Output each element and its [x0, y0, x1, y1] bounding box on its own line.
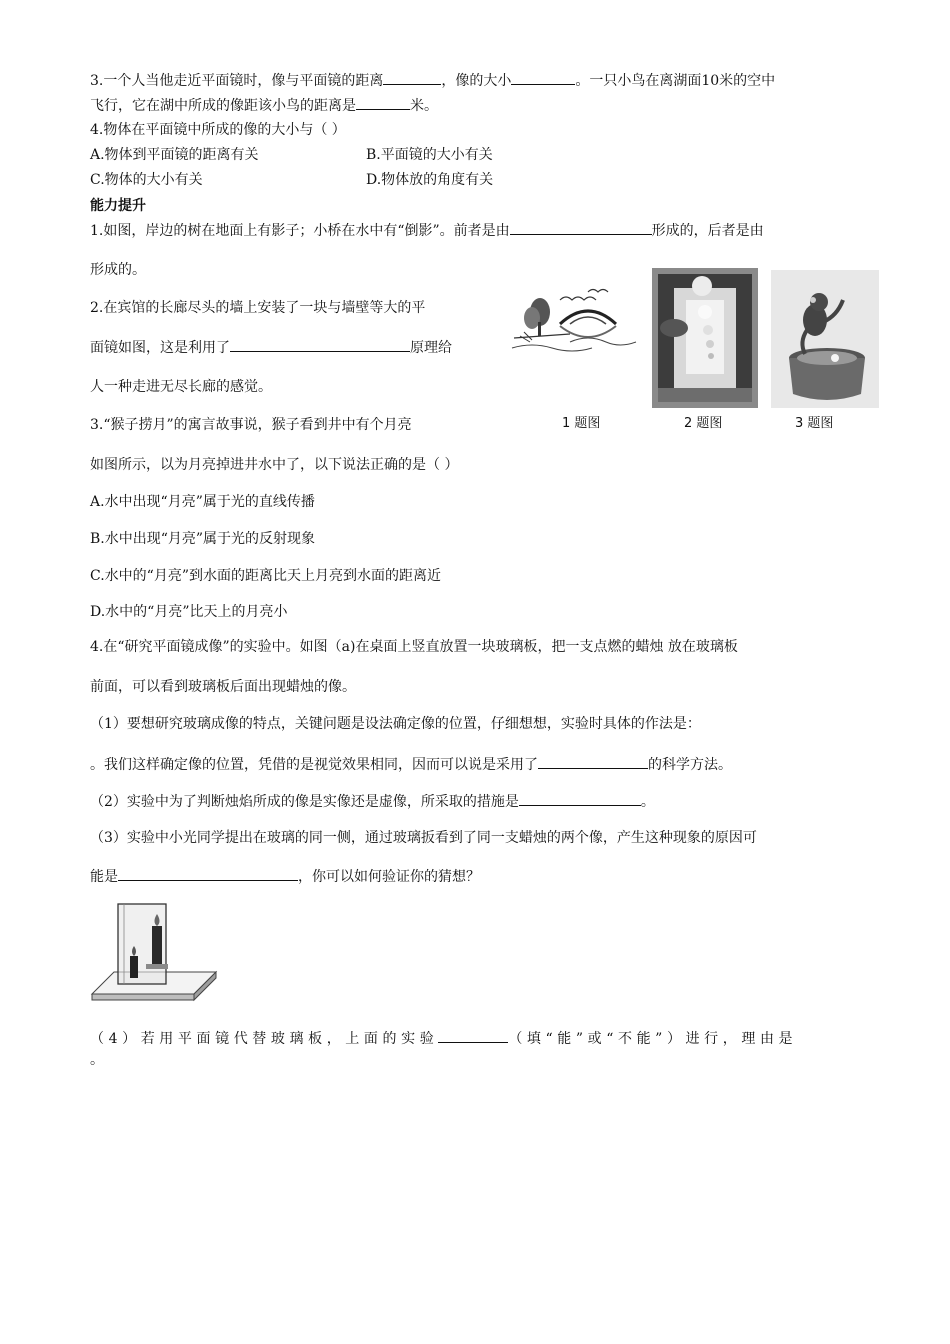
- ability-q3-line-1: 3.“猴子捞月”的寓言故事说，猴子看到井中有个月亮: [90, 417, 412, 433]
- text: 3.一个人当他走近平面镜时，像与平面镜的距离: [90, 73, 384, 89]
- ability-q2-line-3: 人一种走进无尽长廊的感觉。: [90, 379, 272, 395]
- ability-q3-option-a: A.水中出现“月亮”属于光的直线传播: [90, 494, 315, 510]
- text: 原理给: [410, 340, 452, 356]
- option-a: A.物体到平面镜的距离有关: [90, 147, 259, 163]
- text: （填“能”或“不能”）进行，理由是: [508, 1031, 798, 1047]
- figure-2-caption: 2 题图: [684, 416, 723, 431]
- ability-q1-line-2: 形成的。: [90, 262, 146, 278]
- text: 能是: [90, 869, 118, 885]
- text: 。一只小鸟在离湖面10米的空中: [575, 73, 776, 89]
- ability-q4-line-2: 前面，可以看到玻璃板后面出现蜡烛的像。: [90, 679, 356, 695]
- figure-3-caption: 3 题图: [795, 416, 834, 431]
- text: 飞行，它在湖中所成的像距该小鸟的距离是: [90, 98, 356, 114]
- ability-q4-part-3: （3）实验中小光同学提出在玻璃的同一侧，通过玻璃扳看到了同一支蜡烛的两个像，产生这种现象的原因可: [90, 830, 757, 846]
- figure-1-caption: 1 题图: [562, 416, 601, 431]
- candle-glass-experiment-illustration: [88, 898, 220, 1002]
- text: 形成的，后者是由: [651, 223, 764, 239]
- text: ，像的大小: [441, 73, 512, 89]
- option-c: C.物体的大小有关: [90, 172, 203, 188]
- text: ，你可以如何验证你的猜想？: [298, 869, 480, 885]
- ability-q3-option-d: D.水中的“月亮”比天上的月亮小: [90, 604, 288, 620]
- ability-q1-line-1: [90, 220, 764, 241]
- section-title: 能力提升: [90, 198, 146, 214]
- ability-q3-option-b: B.水中出现“月亮”属于光的反射现象: [90, 531, 316, 547]
- text: （2）实验中为了判断烛焰所成的像是实像还是虚像，所采取的措施是: [90, 794, 519, 810]
- answer-blank[interactable]: [538, 754, 648, 769]
- ability-q4-part-2: [90, 791, 655, 812]
- ability-q4-part-3-cont: [90, 866, 480, 887]
- answer-blank[interactable]: [438, 1028, 508, 1043]
- ability-q4-part-4-end: 。: [90, 1052, 104, 1068]
- question-3-line-2: [90, 95, 438, 116]
- ability-q3-line-2: 如图所示，以为月亮掉进井水中了，以下说法正确的是（ ）: [90, 457, 459, 473]
- question-3-line-1: [90, 70, 775, 91]
- text: 。: [640, 794, 655, 810]
- ability-q4-part-4: [90, 1028, 797, 1049]
- answer-blank[interactable]: [383, 70, 441, 85]
- text: （4）若用平面镜代替玻璃板，上面的实验: [90, 1031, 439, 1047]
- answer-blank[interactable]: [230, 337, 410, 352]
- answer-blank[interactable]: [519, 791, 641, 806]
- answer-blank[interactable]: [510, 220, 652, 235]
- question-4: 4.物体在平面镜中所成的像的大小与（ ）: [90, 122, 346, 138]
- answer-blank[interactable]: [356, 95, 410, 110]
- option-b: B.平面镜的大小有关: [366, 147, 493, 163]
- text: 。我们这样确定像的位置，凭借的是视觉效果相同，因而可以说是采用了: [90, 757, 538, 773]
- corridor-mirror-photo: [652, 268, 758, 408]
- text: 面镜如图，这是利用了: [90, 340, 230, 356]
- tree-bridge-illustration: [510, 286, 642, 358]
- text: 的科学方法。: [648, 757, 732, 773]
- answer-blank[interactable]: [118, 866, 298, 881]
- monkey-well-illustration: [771, 270, 879, 408]
- text: 1.如图，岸边的树在地面上有影子；小桥在水中有“倒影”。前者是由: [90, 223, 510, 239]
- answer-blank[interactable]: [511, 70, 575, 85]
- ability-q2-line-2: [90, 337, 452, 358]
- ability-q2-line-1: 2.在宾馆的长廊尽头的墙上安装了一块与墙壁等大的平: [90, 300, 426, 316]
- ability-q3-option-c: C.水中的“月亮”到水面的距离比天上月亮到水面的距离近: [90, 568, 441, 584]
- ability-q4-part-1-cont: [90, 754, 732, 775]
- ability-q4-part-1: （1）要想研究玻璃成像的特点，关键问题是设法确定像的位置，仔细想想，实验时具体的作法是：: [90, 716, 701, 732]
- option-d: D.物体放的角度有关: [366, 172, 494, 188]
- text: 米。: [410, 98, 438, 114]
- ability-q4-line-1: 4.在“研究平面镜成像”的实验中。如图（a)在桌面上竖直放置一块玻璃板，把一支点燃的蜡烛 放在玻璃板: [90, 639, 738, 655]
